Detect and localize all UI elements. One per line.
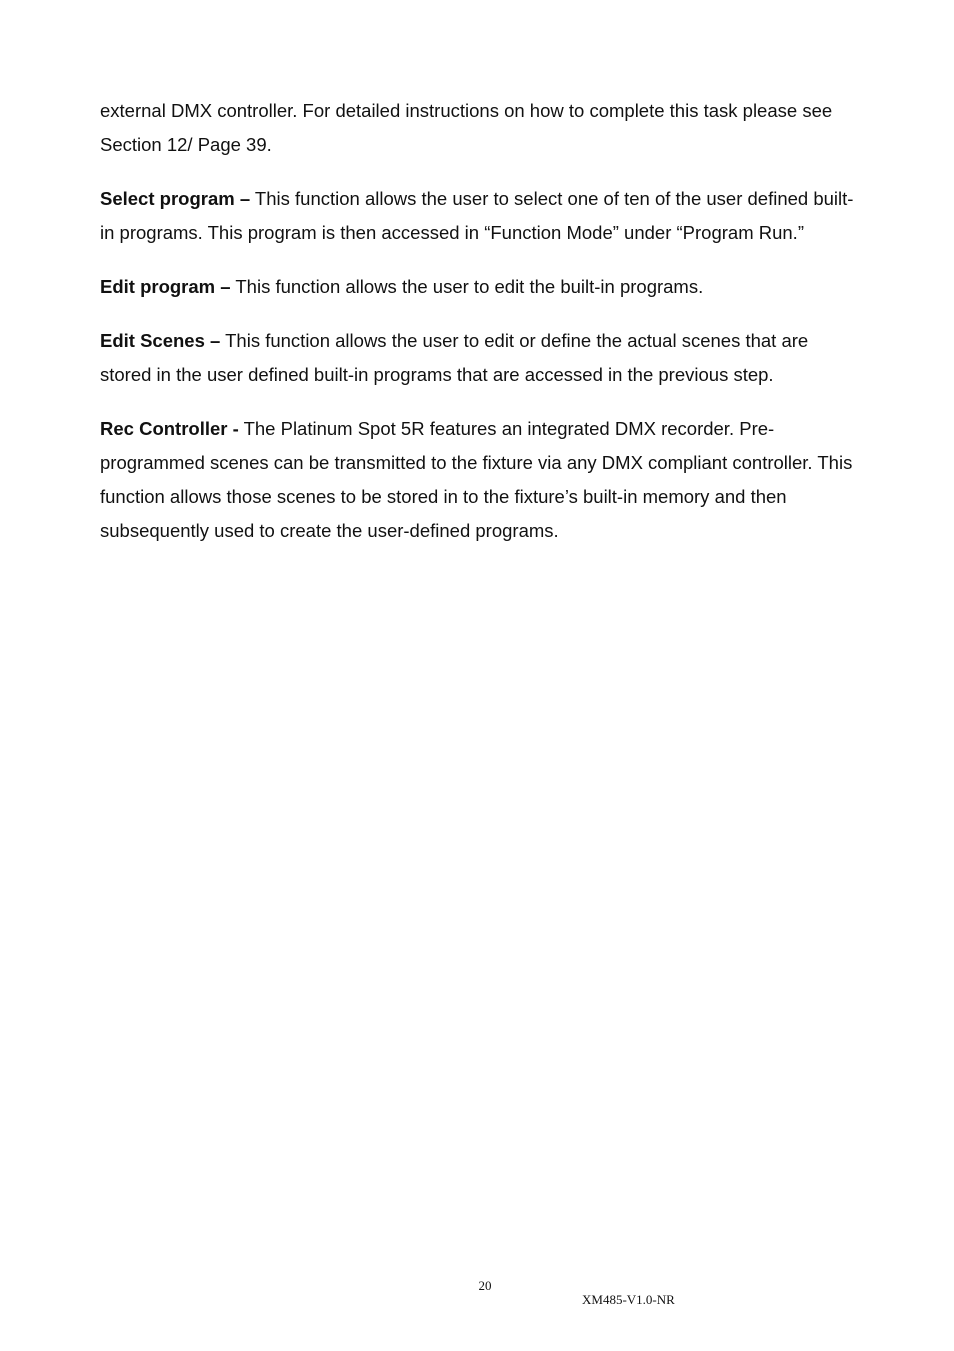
paragraph-dmx-controller (100, 94, 860, 162)
term-edit-program: Edit program – (100, 276, 231, 297)
paragraph-edit-program (100, 270, 860, 304)
paragraph-text: This function allows the user to select one of ten of the user defined built-in programs. This program is then accessed in “Function Mode” under “Program Run.” (100, 188, 854, 243)
page-number: 20 (478, 1278, 492, 1293)
paragraph-edit-scenes (100, 324, 860, 392)
paragraph-select-program (100, 182, 860, 250)
term-select-program: Select program – (100, 188, 251, 209)
paragraph-text: The Platinum Spot 5R features an integrated DMX recorder. Pre-programmed scenes can be transmitted to the fixture via any DMX compliant controller. This function allows those scenes to be stored in to the fixture’s built-in memory and then subsequently used to create the user-defined programs. (100, 418, 853, 541)
paragraph-text: This function allows the user to edit the built-in programs. (230, 276, 704, 297)
paragraph-text: This function allows the user to edit or define the actual scenes that are stored in the user defined built-in programs that are accessed in the previous step. (100, 330, 809, 385)
term-edit-scenes: Edit Scenes – (100, 330, 221, 351)
paragraph-text: external DMX controller. For detailed instructions on how to complete this task please see Section 12/ Page 39. (100, 100, 833, 155)
paragraph-rec-controller (100, 412, 860, 548)
document-code: XM485-V1.0-NR (582, 1292, 675, 1307)
term-rec-controller: Rec Controller - (100, 418, 239, 439)
page-body (100, 94, 860, 568)
